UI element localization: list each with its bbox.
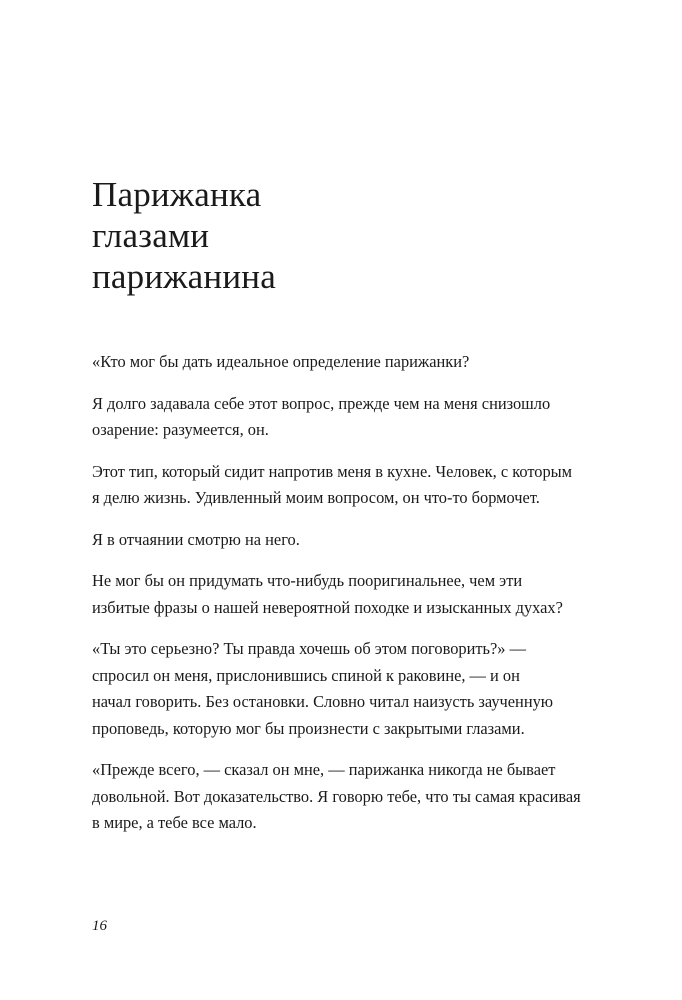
chapter-title-line: Парижанка — [92, 175, 262, 214]
chapter-title — [92, 174, 276, 297]
text-line: озарение: разумеется, он. — [92, 420, 269, 439]
paragraph — [92, 636, 592, 742]
text-line: проповедь, которую мог бы произнести с закрытыми глазами. — [92, 718, 525, 738]
body-text — [92, 349, 592, 852]
paragraph — [92, 527, 592, 554]
paragraph — [92, 391, 592, 444]
text-line: Я в отчаянии смотрю на него. — [92, 529, 300, 549]
text-line: Этот тип, который сидит напротив меня в кухне. Человек, с которым — [92, 461, 573, 481]
text-line: «Ты это серьезно? Ты правда хочешь об этом поговорить?» — — [92, 639, 526, 658]
text-line: Не мог бы он придумать что-нибудь пооригинальнее, чем эти — [92, 571, 523, 590]
text-line: в мире, а тебе все мало. — [92, 813, 257, 832]
text-line: избитые фразы о нашей невероятной походке и изысканных духах? — [92, 597, 563, 617]
paragraph — [92, 459, 592, 512]
text-line: я делю жизнь. Удивленный моим вопросом, он что-то бормочет. — [92, 488, 540, 507]
text-line: «Прежде всего, — сказал он мне, — парижанка никогда не бывает — [92, 760, 556, 779]
paragraph — [92, 349, 592, 376]
chapter-title-line: глазами — [92, 216, 210, 255]
paragraph — [92, 568, 592, 621]
chapter-title-line: парижанина — [92, 257, 276, 296]
text-line: спросил он меня, прислонившись спиной к раковине, — и он — [92, 665, 520, 685]
paragraph — [92, 757, 592, 837]
text-line: Я долго задавала себе этот вопрос, прежде чем на меня снизошло — [92, 393, 551, 413]
text-line: довольной. Вот доказательство. Я говорю тебе, что ты самая красивая — [92, 786, 581, 806]
text-line: «Кто мог бы дать идеальное определение парижанки? — [92, 352, 470, 371]
page-number: 16 — [92, 918, 107, 934]
text-line: начал говорить. Без остановки. Словно читал наизусть заученную — [92, 692, 554, 711]
